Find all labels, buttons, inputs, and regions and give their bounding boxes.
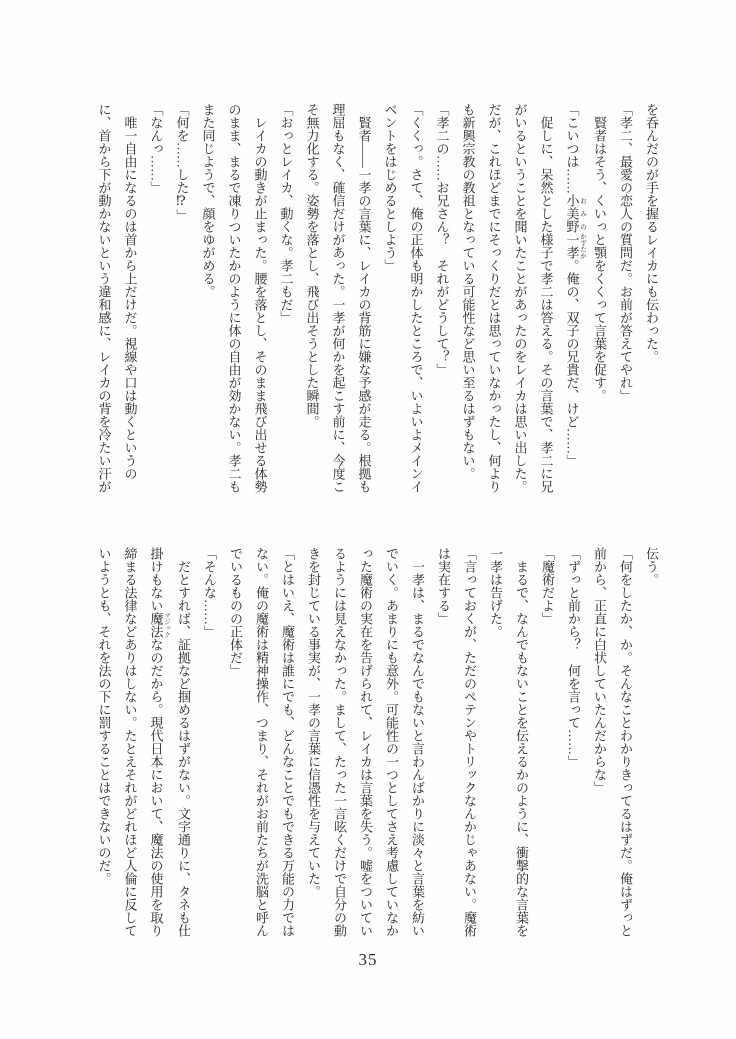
page-number: 35 bbox=[358, 950, 378, 969]
text-line: 唯一自由になるのは首から上だけだ。視線や口は動くというの bbox=[122, 103, 138, 480]
text-line: 伝う。 bbox=[644, 547, 659, 586]
text-line: 「そんな……」 bbox=[202, 547, 217, 638]
ruby-annotated-text: 一孝 かずたか bbox=[564, 233, 586, 259]
ruby-annotated-text: 小美野 おみの bbox=[564, 194, 586, 233]
text-line: きを封じている事実が、一孝の言葉に信憑性を与えていた。 bbox=[306, 547, 321, 898]
text-line: 「おっとレイカ、動くな。孝二もだ」 bbox=[278, 103, 294, 324]
ruby-annotated-text: 魔法 マジック bbox=[148, 612, 170, 638]
text-line: 「魔術だよ」 bbox=[540, 547, 555, 625]
text-line: がいるということを聞いたことがあったのをレイカは思い出した。 bbox=[512, 103, 528, 493]
text-line: った魔術の実在を告げられて、レイカは言葉を失う。嘘をついてい bbox=[358, 547, 373, 937]
text-line: も新興宗教の教祖となっている可能性など思い至るはずもない。 bbox=[460, 103, 476, 480]
text-line: 賢者はそう、くいっと顎をくくって言葉を促す。 bbox=[592, 103, 607, 402]
text-line: ない。俺の魔術は精神操作、つまり、それがお前たちが洗脳と呼ん bbox=[254, 547, 269, 937]
text-line: 一孝は、まるでなんでもないと言わんばかりに淡々と言葉を紡い bbox=[410, 547, 425, 937]
text-line: 理屈もなく、確信だけがあった。一孝が何かを起こす前に、今度こ bbox=[330, 103, 346, 493]
text-line: だが、これほどまでにそっくりだとは思っていなかったし、何より bbox=[486, 103, 502, 493]
text-line: 「言っておくが、ただのペテンやトリックなんかじゃあない。魔術 bbox=[462, 547, 477, 937]
text-line: また同じようで、顔をゆがめる。 bbox=[200, 103, 216, 298]
text-line: 一孝は告げた。 bbox=[488, 547, 503, 638]
text-line: レイカの動きが止まった。腰を落とし、そのまま飛び出せる体勢 bbox=[252, 103, 268, 493]
text-line: そ無力化する。姿勢を落とし、飛び出そうとした瞬間。 bbox=[304, 103, 320, 428]
text-line: 「くくっ。さて、俺の正体も明かしたところで、いよいよメインイ bbox=[408, 103, 424, 493]
text-line: るようには見えなかった。まして、たった一言呟くだけで自分の動 bbox=[332, 547, 347, 937]
text-line: 「孝二、最愛の恋人の質問だ。お前が答えてやれ」 bbox=[618, 103, 633, 402]
text-line: 促しに、呆然とした様子で孝二は答える。その言葉で、孝二に兄 bbox=[538, 103, 554, 493]
text-line: 前から、正直に白状していたんだからな」 bbox=[592, 547, 607, 794]
text-line: だとすれば、証拠など掴めるはずがない。文字通りに、タネも仕 bbox=[176, 547, 191, 937]
text-line: 締まる法律などありはしない。たとえそれがどれほど人倫に反して bbox=[122, 547, 138, 937]
text-line: ベントをはじめるとしよう」 bbox=[382, 103, 398, 272]
text-line: 「ずっと前から？ 何を言って……」 bbox=[566, 547, 581, 768]
text-line: のまま、まるで凍りついたかのように体の自由が効かない。孝二も bbox=[226, 103, 242, 493]
text-line: 「何を……した⁉」 bbox=[174, 103, 190, 222]
text-line: 「とはいえ、魔術は誰にでも、どんなことでもできる万能の力では bbox=[280, 547, 295, 937]
text-line: 「なんっ……」 bbox=[148, 103, 164, 194]
text-line: は実在する」 bbox=[436, 547, 451, 625]
text-line: 掛けもない魔法 マジックなのだから。現代日本において、魔法の使用を取り bbox=[148, 547, 170, 937]
bottom-text-block bbox=[90, 547, 664, 941]
text-line: 「何をしたか、か。そんなことわかりきってるはずだ。俺はずっと bbox=[618, 547, 633, 937]
top-text-block bbox=[90, 103, 664, 497]
text-line: を呑んだのが手を握るレイカにも伝わった。 bbox=[644, 103, 659, 363]
text-line: でいるものの正体だ」 bbox=[228, 547, 243, 677]
text-line: に、首から下が動かないという違和感に、レイカの背を冷たい汗が bbox=[96, 103, 112, 493]
text-line: いようとも、それを法の下に罰することはできないのだ。 bbox=[96, 547, 112, 885]
text-line: 「孝二の……お兄さん？ それがどうして？」 bbox=[434, 103, 450, 376]
text-line: 「こいつは……小美野 おみの一孝 かずたか。俺の、双子の兄貴だ、けど……」 bbox=[564, 103, 586, 467]
text-line: まるで、なんでもないことを伝えるかのように、衝撃的な言葉を bbox=[514, 547, 529, 937]
text-line: 賢者――一孝の言葉に、レイカの背筋に嫌な予感が走る。根拠も bbox=[356, 103, 372, 493]
text-line: でいく。あまりにも意外。可能性の一つとしてさえ考慮していなか bbox=[384, 547, 399, 937]
